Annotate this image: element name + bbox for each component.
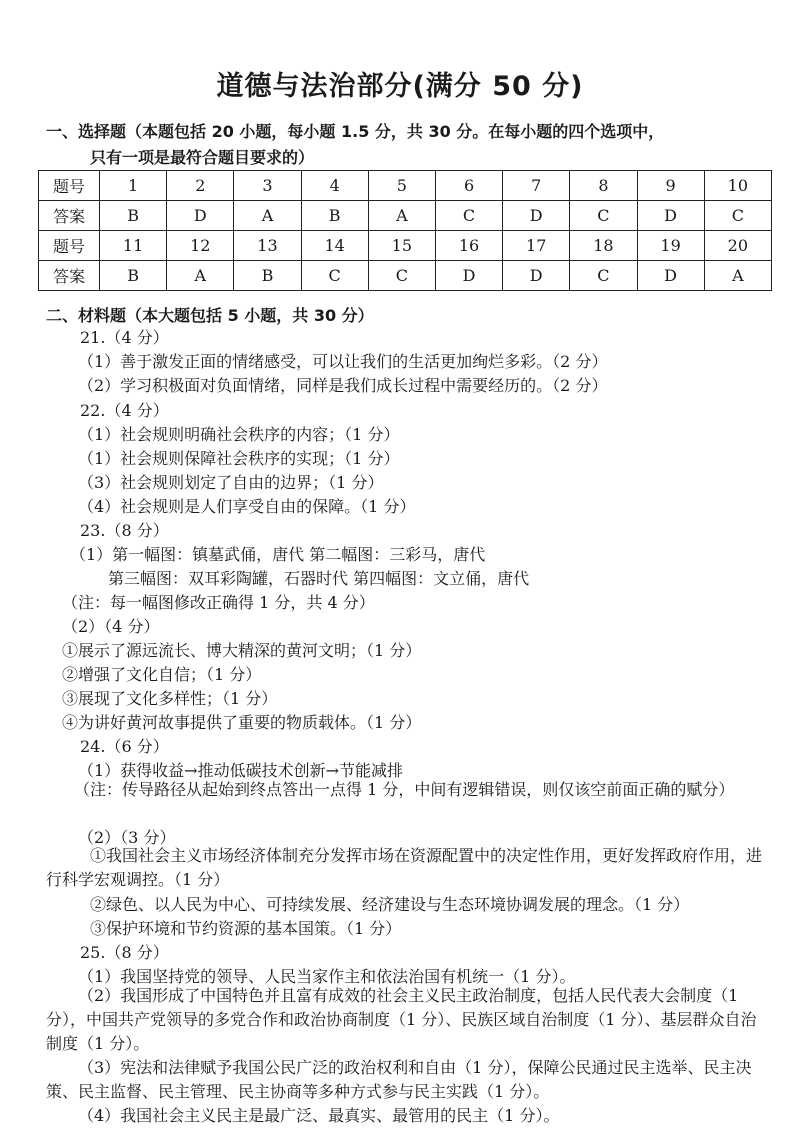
answer-table-cell: A bbox=[704, 261, 771, 291]
answer-table-cell: 15 bbox=[368, 231, 435, 261]
answer-table-cell: 9 bbox=[637, 171, 704, 201]
answer-table-row-label: 答案 bbox=[39, 261, 100, 291]
answer-table-cell: 11 bbox=[100, 231, 167, 261]
q21-answer-1: （1）善于激发正面的情绪感受，可以让我们的生活更加绚烂多彩。（2 分） bbox=[78, 352, 608, 371]
q24-part2-heading: （2）（3 分） bbox=[78, 828, 176, 847]
answer-table-cell: A bbox=[234, 201, 301, 231]
answer-table-cell: 19 bbox=[637, 231, 704, 261]
q23-point-3: ③展现了文化多样性；（1 分） bbox=[62, 689, 278, 708]
answer-table-cell: D bbox=[637, 201, 704, 231]
answer-table-cell: 8 bbox=[570, 171, 637, 201]
answer-table-cell: C bbox=[570, 201, 637, 231]
section2-heading: 二、材料题（本大题包括 5 小题，共 30 分） bbox=[46, 306, 374, 325]
answer-table-cell: D bbox=[503, 261, 570, 291]
q24-note: （注：传导路径从起始到终点答出一点得 1 分，中间有逻辑错误，则仅该空前面正确的赋分） bbox=[74, 780, 735, 799]
answer-table-cell: 4 bbox=[301, 171, 368, 201]
answer-table-cell: 14 bbox=[301, 231, 368, 261]
q23-part2-heading: （2）（4 分） bbox=[62, 617, 160, 636]
answer-table-cell: B bbox=[301, 201, 368, 231]
answer-table-row-label: 题号 bbox=[39, 231, 100, 261]
answer-table-cell: C bbox=[368, 261, 435, 291]
answer-table-cell: D bbox=[637, 261, 704, 291]
answer-table-cell: 12 bbox=[167, 231, 234, 261]
answer-table-cell: 6 bbox=[435, 171, 502, 201]
answer-table bbox=[38, 170, 772, 291]
answer-table-cell: D bbox=[167, 201, 234, 231]
q25-answer-2: （2）我国形成了中国特色并且富有成效的社会主义民主政治制度，包括人民代表大会制度（1 分），中国共产党领导的多党合作和政治协商制度（1 分）、民族区域自治制度（1 分）、基层群众自治制度（1 分）。 bbox=[46, 986, 757, 1053]
answer-table-cell: C bbox=[704, 201, 771, 231]
answer-table-row bbox=[39, 231, 772, 261]
answer-table-cell: B bbox=[100, 201, 167, 231]
answer-table-cell: A bbox=[167, 261, 234, 291]
q23-point-2: ②增强了文化自信；（1 分） bbox=[62, 665, 262, 684]
q23-answer-1: （1）第一幅图：镇墓武俑，唐代 第二幅图：三彩马，唐代 bbox=[70, 545, 486, 564]
answer-table-cell: C bbox=[570, 261, 637, 291]
page-title: 道德与法治部分(满分 50 分) bbox=[216, 71, 584, 102]
q21-answer-2: （2）学习积极面对负面情绪，同样是我们成长过程中需要经历的。（2 分） bbox=[78, 376, 608, 395]
answer-table-cell: B bbox=[100, 261, 167, 291]
section1-heading: 一、选择题（本题包括 20 小题，每小题 1.5 分，共 30 分。在每小题的四个选项中， bbox=[46, 122, 665, 141]
answer-table-cell: 13 bbox=[234, 231, 301, 261]
q23-point-4: ④为讲好黄河故事提供了重要的物质载体。（1 分） bbox=[62, 713, 422, 732]
q23-point-1: ①展示了源远流长、博大精深的黄河文明；（1 分） bbox=[62, 641, 422, 660]
answer-table-cell: D bbox=[503, 201, 570, 231]
answer-table-cell: D bbox=[435, 261, 502, 291]
answer-table-cell: 2 bbox=[167, 171, 234, 201]
q23-heading: 23.（8 分） bbox=[80, 521, 169, 540]
answer-table-cell: B bbox=[234, 261, 301, 291]
answer-table-cell: C bbox=[435, 201, 502, 231]
answer-table-row bbox=[39, 171, 772, 201]
answer-table-cell: 18 bbox=[570, 231, 637, 261]
q22-heading: 22.（4 分） bbox=[80, 401, 169, 420]
q22-answer-3: （3）社会规则划定了自由的边界；（1 分） bbox=[78, 473, 384, 492]
answer-table-cell: A bbox=[368, 201, 435, 231]
q21-heading: 21.（4 分） bbox=[80, 328, 169, 347]
answer-table-cell: 17 bbox=[503, 231, 570, 261]
answer-table-cell: C bbox=[301, 261, 368, 291]
q23-note: （注：每一幅图修改正确得 1 分，共 4 分） bbox=[62, 593, 375, 612]
q25-heading: 25.（8 分） bbox=[80, 943, 169, 962]
q25-answer-1: （1）我国坚持党的领导、人民当家作主和依法治国有机统一（1 分）。 bbox=[78, 967, 576, 986]
q24-heading: 24.（6 分） bbox=[80, 737, 169, 756]
answer-table-cell: 3 bbox=[234, 171, 301, 201]
q24-point-2: ②绿色、以人民为中心、可持续发展、经济建设与生态环境协调发展的理念。（1 分） bbox=[90, 895, 690, 914]
q23-answer-1-cont: 第三幅图：双耳彩陶罐，石器时代 第四幅图：文立俑，唐代 bbox=[108, 569, 530, 588]
answer-table-cell: 5 bbox=[368, 171, 435, 201]
answer-table-row bbox=[39, 201, 772, 231]
section1-heading-cont: 只有一项是最符合题目要求的） bbox=[90, 148, 315, 167]
q22-answer-1: （1）社会规则明确社会秩序的内容；（1 分） bbox=[78, 425, 400, 444]
answer-table-cell: 7 bbox=[503, 171, 570, 201]
answer-table-row bbox=[39, 261, 772, 291]
q24-point-1: ①我国社会主义市场经济体制充分发挥市场在资源配置中的决定性作用，更好发挥政府作用，进行科学宏观调控。（1 分） bbox=[46, 846, 763, 889]
q22-answer-2: （1）社会规则保障社会秩序的实现；（1 分） bbox=[78, 449, 400, 468]
q25-answer-4: （4）我国社会主义民主是最广泛、最真实、最管用的民主（1 分）。 bbox=[78, 1106, 560, 1125]
answer-table-row-label: 题号 bbox=[39, 171, 100, 201]
q22-answer-4: （4）社会规则是人们享受自由的保障。（1 分） bbox=[78, 497, 416, 516]
q24-point-3: ③保护环境和节约资源的基本国策。（1 分） bbox=[90, 919, 402, 938]
q25-answer-3: （3）宪法和法律赋予我国公民广泛的政治权利和自由（1 分），保障公民通过民主选举、民主决策、民主监督、民主管理、民主协商等多种方式参与民主实践（1 分）。 bbox=[46, 1058, 752, 1101]
answer-table-row-label: 答案 bbox=[39, 201, 100, 231]
q24-answer-1: （1）获得收益→推动低碳技术创新→节能减排 bbox=[78, 761, 403, 780]
answer-table-cell: 10 bbox=[704, 171, 771, 201]
answer-table-cell: 20 bbox=[704, 231, 771, 261]
answer-table-cell: 1 bbox=[100, 171, 167, 201]
answer-table-cell: 16 bbox=[435, 231, 502, 261]
